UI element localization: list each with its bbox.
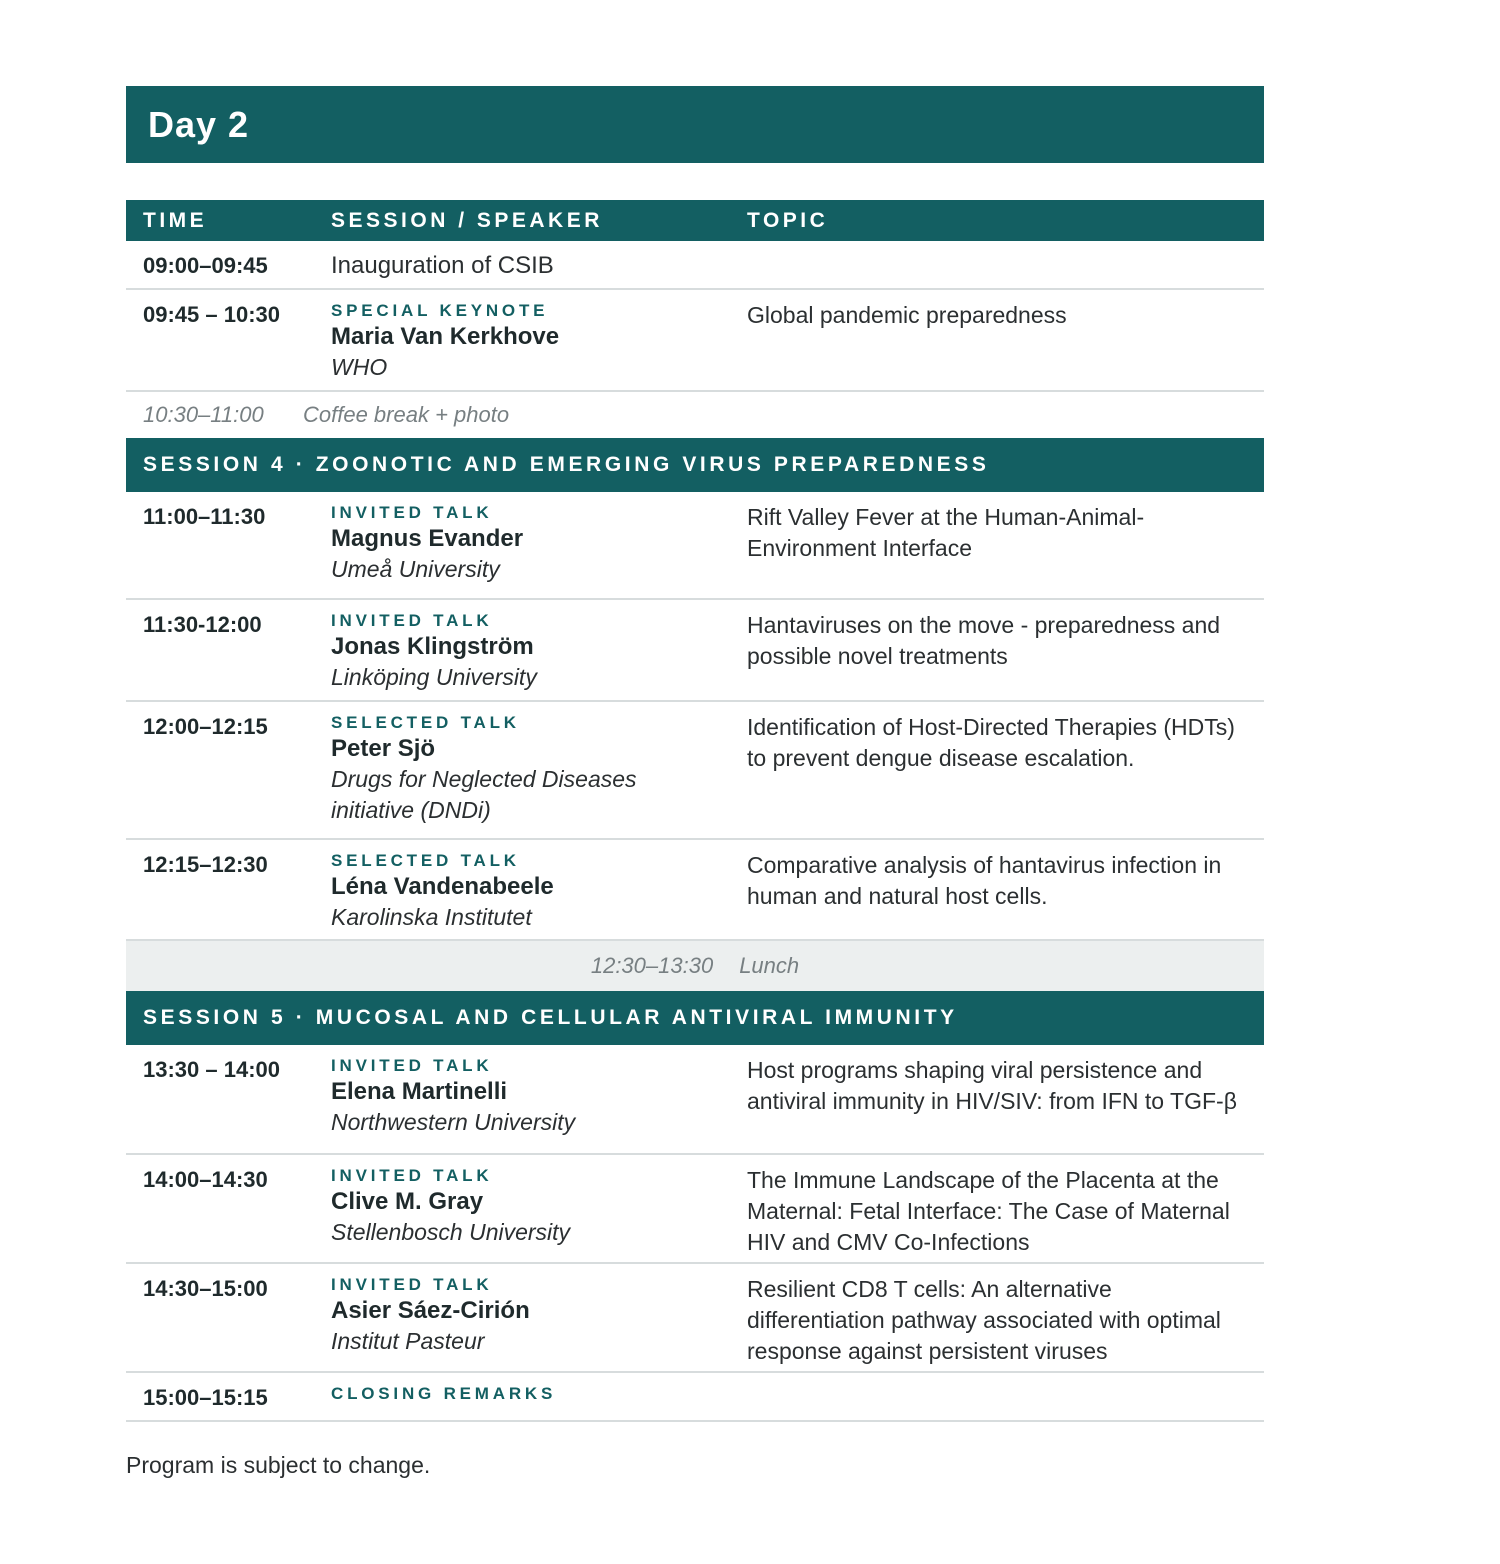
row-session [331, 1155, 747, 1262]
row-time: 12:00–12:15 [143, 714, 268, 739]
row-time: 15:00–15:15 [143, 1385, 268, 1410]
row-session [331, 600, 747, 700]
header-session: SESSION / SPEAKER [331, 208, 603, 232]
speaker-name: Clive M. Gray [331, 1188, 484, 1215]
day-title: Day 2 [148, 103, 250, 145]
session-label: Inauguration of CSIB [331, 252, 554, 279]
row-time: 11:00–11:30 [143, 504, 266, 529]
row-topic: Comparative analysis of hantavirus infection in human and natural host cells. [747, 852, 1222, 909]
program-page [126, 86, 1264, 1422]
day-title-band [126, 86, 1264, 163]
row-topic [747, 1373, 1264, 1420]
row-topic: Resilient CD8 T cells: An alternative differentiation pathway associated with optimal response against persistent viruses [747, 1276, 1221, 1364]
session-4-band [126, 438, 1264, 492]
speaker-affiliation: Linköping University [331, 664, 537, 690]
row-time: 11:30-12:00 [143, 612, 262, 637]
table-row [126, 1045, 1264, 1155]
speaker-name: Jonas Klingström [331, 633, 534, 660]
row-time: 12:15–12:30 [143, 852, 268, 877]
row-time: 09:00–09:45 [143, 253, 268, 278]
lunch-time: 12:30–13:30 [590, 953, 714, 978]
speaker-name: Elena Martinelli [331, 1078, 508, 1105]
session-5-title: SESSION 5 · MUCOSAL AND CELLULAR ANTIVIRAL IMMUNITY [143, 1006, 958, 1029]
speaker-affiliation: Stellenbosch University [331, 1219, 571, 1245]
row-topic: Global pandemic preparedness [747, 302, 1067, 328]
lunch-label: Lunch [739, 953, 800, 978]
talk-type: SPECIAL KEYNOTE [331, 301, 549, 320]
table-row [126, 492, 1264, 600]
talk-type: INVITED TALK [331, 1166, 493, 1185]
footer-note: Program is subject to change. [126, 1452, 431, 1478]
row-session [331, 492, 747, 598]
row-topic: Hantaviruses on the move - preparedness and possible novel treatments [747, 612, 1221, 669]
table-row [126, 241, 1264, 290]
row-topic: The Immune Landscape of the Placenta at the Maternal: Fetal Interface: The Case of Maternal HIV and CMV Co-Infections [747, 1167, 1230, 1255]
row-session [331, 1373, 747, 1420]
talk-type: INVITED TALK [331, 1056, 493, 1075]
speaker-name: Asier Sáez-Cirión [331, 1297, 530, 1324]
header-topic: TOPIC [747, 208, 829, 232]
table-row [126, 600, 1264, 702]
speaker-name: Léna Vandenabeele [331, 873, 554, 900]
speaker-name: Magnus Evander [331, 525, 524, 552]
talk-type: CLOSING REMARKS [331, 1384, 557, 1403]
speaker-affiliation: Karolinska Institutet [331, 904, 532, 930]
speaker-name: Peter Sjö [331, 735, 436, 762]
talk-type: INVITED TALK [331, 611, 493, 630]
table-row [126, 702, 1264, 840]
table-header [126, 200, 1264, 241]
row-topic [747, 241, 1264, 288]
row-session [331, 290, 747, 390]
talk-type: INVITED TALK [331, 503, 493, 522]
row-time: 09:45 – 10:30 [143, 302, 280, 327]
table-row [126, 290, 1264, 392]
row-session [331, 1264, 747, 1371]
row-topic: Rift Valley Fever at the Human-Animal-Environment Interface [747, 504, 1145, 561]
speaker-affiliation: Institut Pasteur [331, 1328, 485, 1354]
table-row [126, 1373, 1264, 1422]
break-time: 10:30–11:00 [143, 402, 264, 427]
lunch-row [126, 941, 1264, 991]
talk-type: INVITED TALK [331, 1275, 493, 1294]
row-time: 14:00–14:30 [143, 1167, 268, 1192]
speaker-name: Maria Van Kerkhove [331, 323, 560, 350]
row-session [331, 1045, 747, 1153]
table-row [126, 840, 1264, 941]
coffee-break-row [126, 392, 1264, 438]
table-row [126, 1264, 1264, 1373]
row-time: 14:30–15:00 [143, 1276, 268, 1301]
session-5-band [126, 991, 1264, 1045]
speaker-affiliation: Northwestern University [331, 1109, 576, 1135]
row-topic: Identification of Host-Directed Therapies (HDTs) to prevent dengue disease escalation. [747, 714, 1235, 771]
header-time: TIME [143, 208, 208, 232]
break-label: Coffee break + photo [303, 402, 510, 427]
speaker-affiliation: Umeå University [331, 556, 500, 582]
row-session [331, 840, 747, 939]
talk-type: SELECTED TALK [331, 851, 520, 870]
speaker-affiliation: WHO [331, 354, 388, 380]
talk-type: SELECTED TALK [331, 713, 520, 732]
row-session [331, 702, 747, 838]
row-time: 13:30 – 14:00 [143, 1057, 280, 1082]
table-row [126, 1155, 1264, 1264]
session-4-title: SESSION 4 · ZOONOTIC AND EMERGING VIRUS PREPAREDNESS [143, 453, 990, 476]
speaker-affiliation: Drugs for Neglected Diseases initiative (DNDi) [331, 766, 637, 823]
row-topic: Host programs shaping viral persistence and antiviral immunity in HIV/SIV: from IFN to TGF-β [747, 1057, 1237, 1114]
row-session [331, 241, 747, 288]
